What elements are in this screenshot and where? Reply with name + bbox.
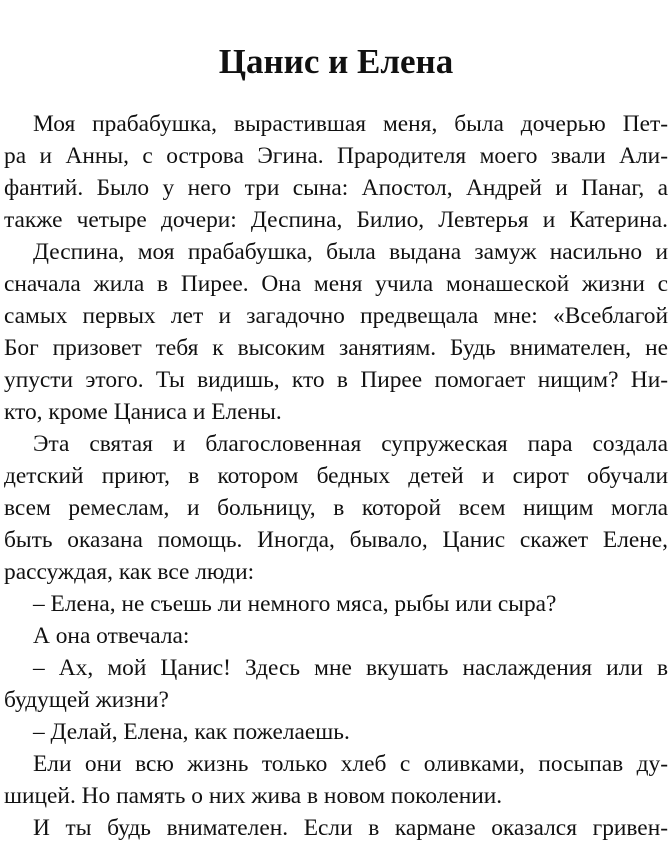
chapter-title: Цанис и Елена <box>218 42 454 81</box>
text-line: кто, кроме Цаниса и Елены. <box>4 399 282 425</box>
text-line: И ты будь внимателен. Если в кармане оказался гривен- <box>33 815 668 841</box>
body-text <box>4 108 668 844</box>
text-line: Деспина, моя прабабушка, была выдана замуж насильно и <box>33 239 668 265</box>
text-line: Ели они всю жизнь только хлеб с оливками, посыпав ду- <box>33 751 668 777</box>
text-line: всем ремеслам, и больницу, в которой всем нищим могла <box>4 495 668 521</box>
text-line: Бог призовет тебя к высоким занятиям. Будь внимателен, не <box>4 335 668 361</box>
text-line: самых первых лет и загадочно предвещала мне: «Всеблагой <box>4 303 668 329</box>
dialogue-line: – Ах, мой Цанис! Здесь мне вкушать наслаждения или в <box>33 655 668 681</box>
text-line: детский приют, в котором бедных детей и сирот обучали <box>4 463 668 489</box>
text-line: шицей. Но память о них жива в новом поколении. <box>4 783 503 809</box>
text-line: Моя прабабушка, вырастившая меня, была дочерью Пет- <box>33 111 668 137</box>
text-line: А она отвечала: <box>33 623 190 649</box>
dialogue-line: – Елена, не съешь ли немного мяса, рыбы или сыра? <box>33 591 557 617</box>
text-line: быть оказана помощь. Иногда, бывало, Цанис скажет Елене, <box>4 527 668 553</box>
text-line: Эта святая и благословенная супружеская пара создала <box>33 431 668 457</box>
text-line: сначала жила в Пирее. Она меня учила монашеской жизни с <box>4 271 668 297</box>
text-line: фантий. Было у него три сына: Апостол, Андрей и Панаг, а <box>4 175 668 201</box>
text-line: ра и Анны, с острова Эгина. Прародителя моего звали Али- <box>4 143 668 169</box>
text-line: упусти этого. Ты видишь, кто в Пирее помогает нищим? Ни- <box>4 367 668 393</box>
dialogue-line: будущей жизни? <box>4 687 169 713</box>
dialogue-line: – Делай, Елена, как пожелаешь. <box>33 719 350 745</box>
text-line: также четыре дочери: Деспина, Билио, Левтерья и Катерина. <box>4 207 668 233</box>
text-line: рассуждая, как все люди: <box>4 559 255 585</box>
